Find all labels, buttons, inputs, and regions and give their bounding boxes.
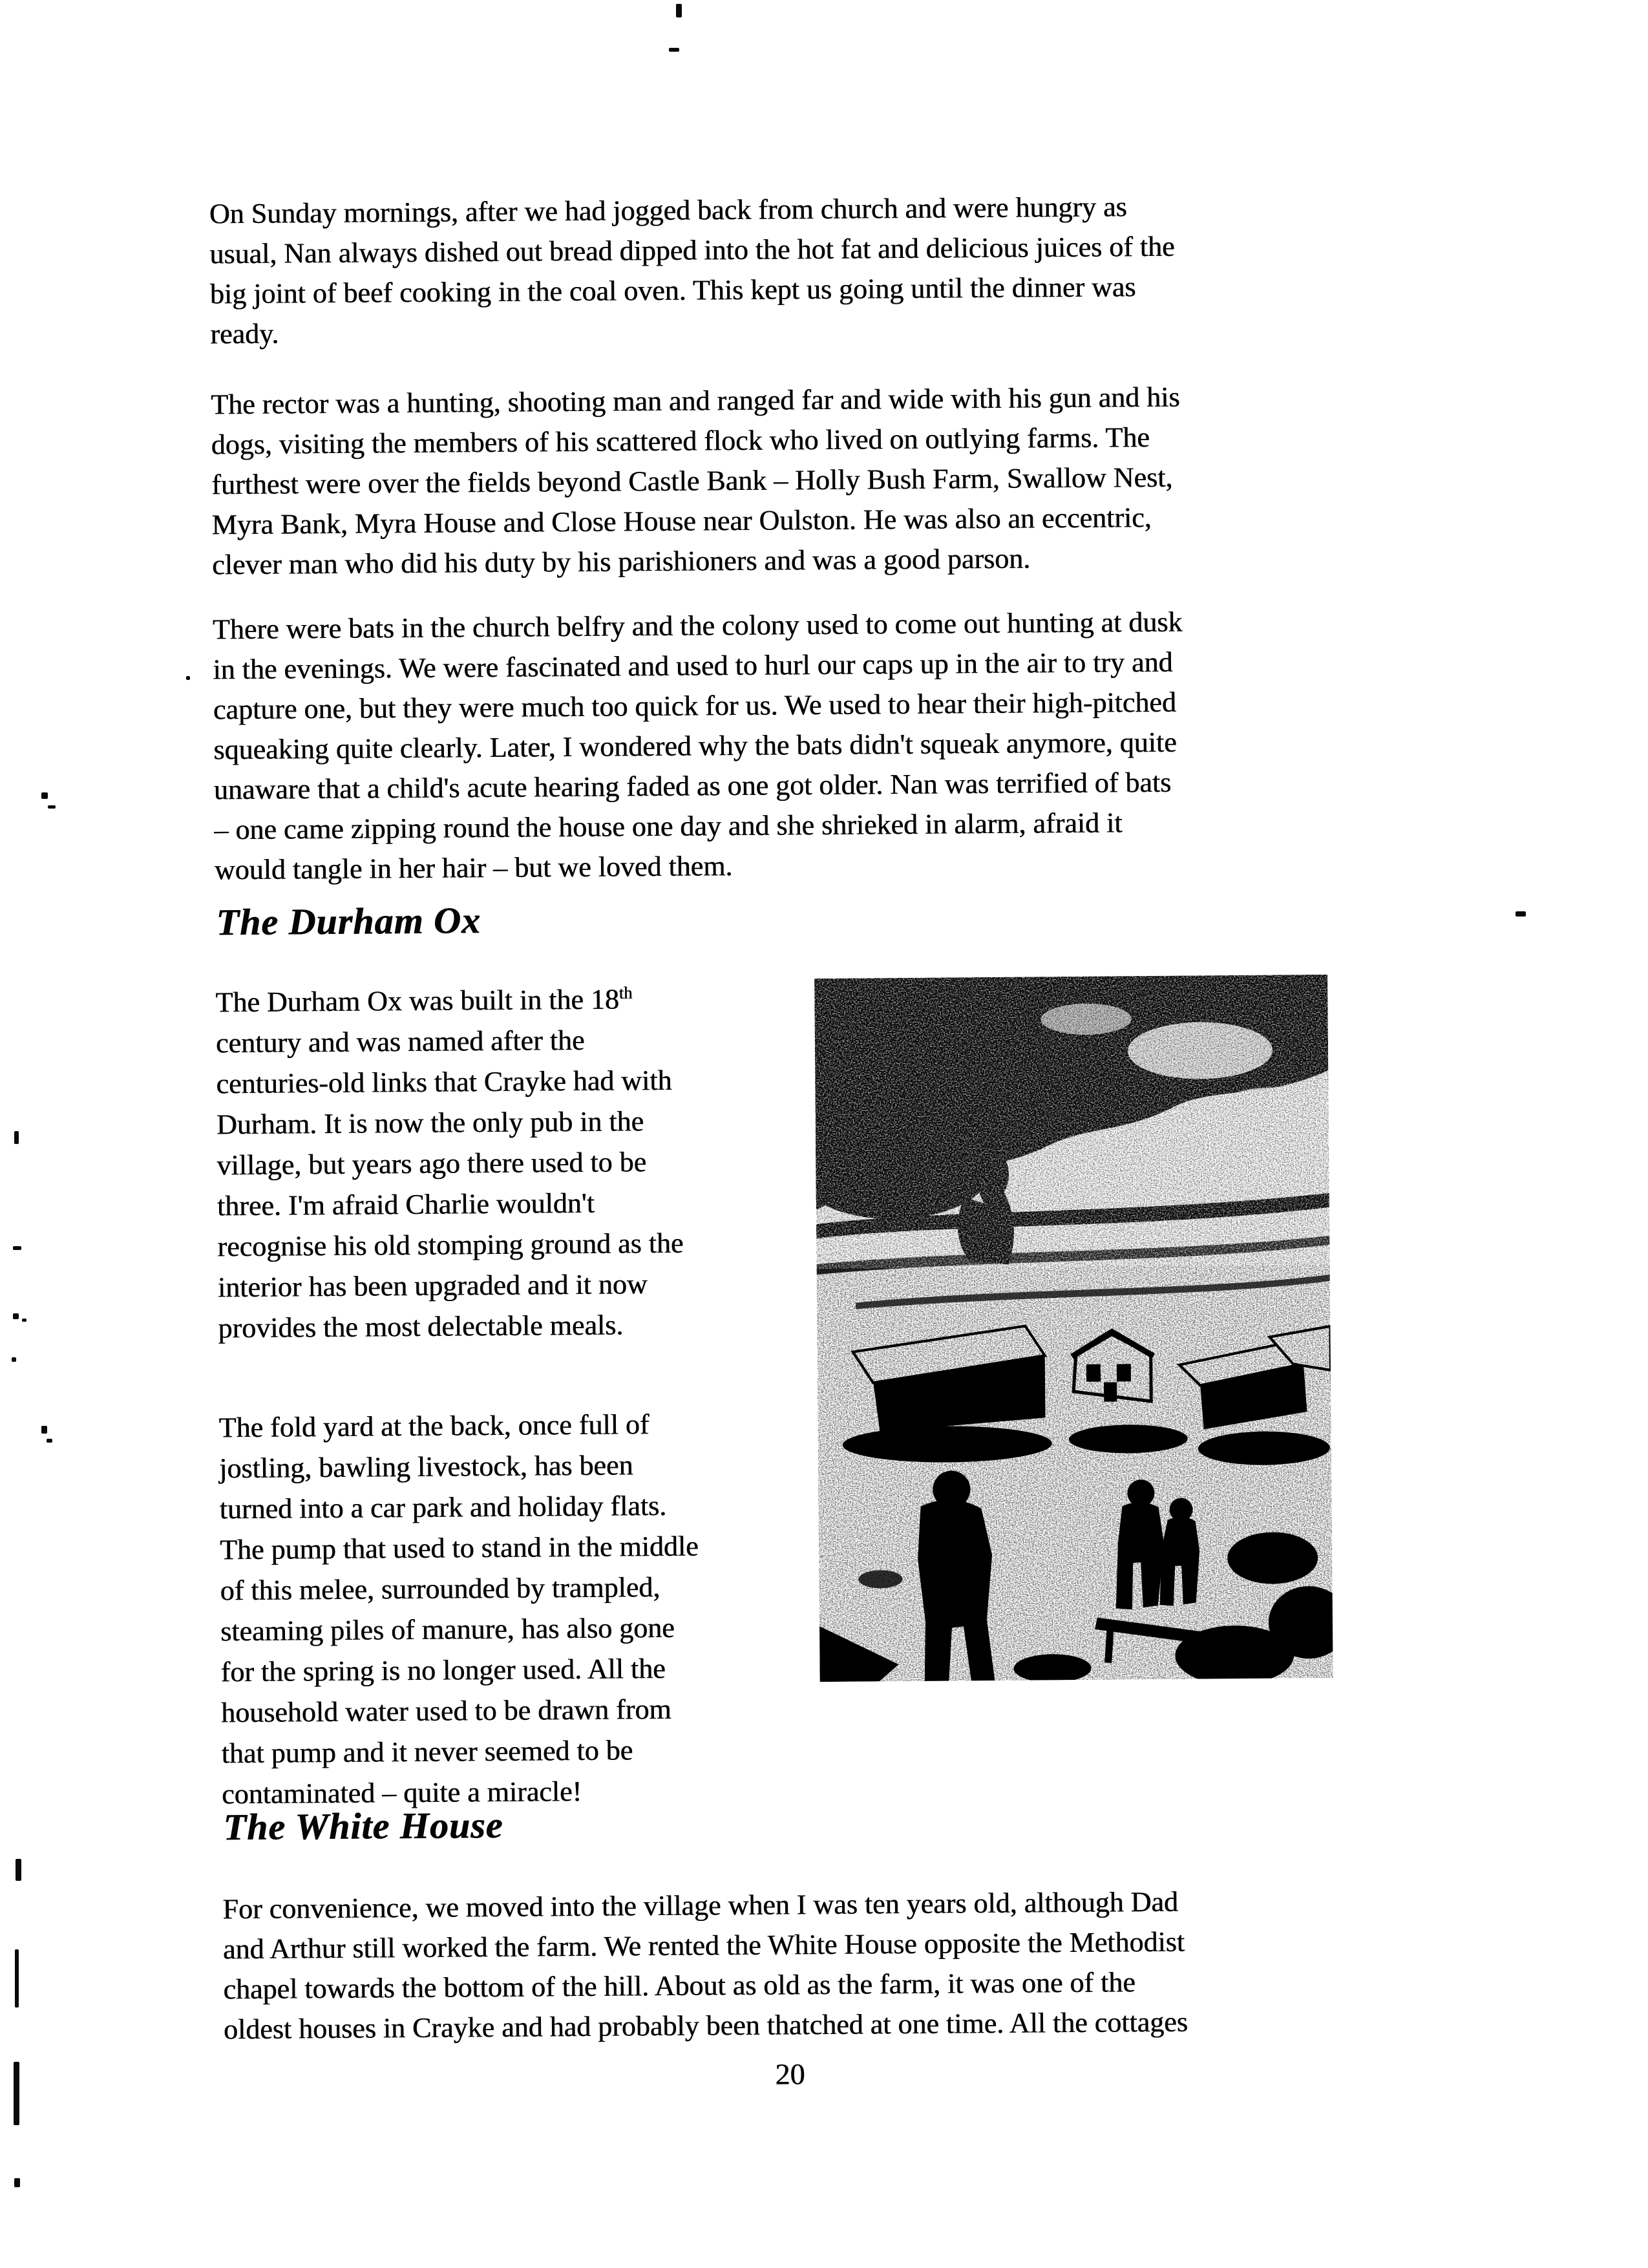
text-line: dogs, visiting the members of his scattered flock who lived on outlying farms. The bbox=[211, 421, 1150, 461]
scan-artifact bbox=[13, 1313, 19, 1319]
paragraph-rector bbox=[211, 377, 1181, 586]
text-line: of this melee, surrounded by trampled, bbox=[220, 1571, 660, 1607]
text-line: centuries-old links that Crayke had with bbox=[216, 1064, 672, 1100]
scan-artifact bbox=[41, 1426, 47, 1434]
scan-artifact bbox=[22, 1319, 26, 1322]
text-line: contaminated – quite a miracle! bbox=[221, 1775, 582, 1810]
text-line: provides the most delectable meals. bbox=[218, 1309, 624, 1344]
paragraph-fold-yard bbox=[218, 1404, 700, 1815]
text-line: would tangle in her hair – but we loved them. bbox=[214, 850, 733, 886]
section-heading-white-house: The White House bbox=[223, 1803, 503, 1849]
scan-artifact bbox=[12, 1357, 16, 1362]
text-line: in the evenings. We were fascinated and used to hurl our caps up in the air to try and bbox=[213, 646, 1173, 686]
paragraph-bats bbox=[213, 602, 1185, 891]
paragraph-durham-ox-history bbox=[215, 979, 684, 1349]
text-line: The rector was a hunting, shooting man and ranged far and wide with his gun and his bbox=[210, 381, 1180, 421]
text-line: oldest houses in Crayke and had probably been thatched at one time. All the cottages bbox=[223, 2006, 1188, 2046]
scan-artifact bbox=[41, 792, 48, 799]
text-line: The Durham Ox was built in the 18th bbox=[215, 982, 633, 1019]
text-line: – one came zipping round the house one day and she shrieked in alarm, afraid it bbox=[214, 807, 1123, 846]
text-line: furthest were over the fields beyond Castle Bank – Holly Bush Farm, Swallow Nest, bbox=[211, 461, 1173, 501]
text-line: big joint of beef cooking in the coal oven. This kept us going until the dinner was bbox=[209, 271, 1136, 310]
text-line: interior has been upgraded and it now bbox=[217, 1268, 648, 1304]
scan-artifact bbox=[14, 1131, 19, 1144]
text-line: that pump and it never seemed to be bbox=[221, 1734, 633, 1770]
text-line: clever man who did his duty by his parishioners and was a good parson. bbox=[211, 542, 1031, 581]
scan-artifact bbox=[48, 805, 56, 809]
text-line: steaming piles of manure, has also gone bbox=[220, 1611, 675, 1648]
paragraph-white-house bbox=[222, 1882, 1188, 2050]
page-number: 20 bbox=[775, 2057, 805, 2091]
section-heading-durham-ox: The Durham Ox bbox=[216, 899, 481, 944]
scan-artifact bbox=[669, 48, 679, 52]
text-line: The fold yard at the back, once full of bbox=[218, 1408, 650, 1444]
scan-artifact bbox=[15, 1949, 19, 2008]
text-line: household water used to be drawn from bbox=[220, 1693, 671, 1729]
photo-snowy-village bbox=[814, 975, 1333, 1682]
scan-artifact bbox=[186, 676, 190, 680]
text-line: jostling, bawling livestock, has been bbox=[218, 1449, 633, 1485]
scan-artifact bbox=[14, 2178, 20, 2187]
paragraph-sunday-mornings bbox=[209, 187, 1176, 355]
ordinal-superscript: th bbox=[618, 982, 633, 1002]
text-line: for the spring is no longer used. All the bbox=[220, 1652, 666, 1688]
text-line: ready. bbox=[210, 317, 279, 350]
text-line: century and was named after the bbox=[215, 1024, 585, 1059]
scan-artifact bbox=[13, 1246, 21, 1250]
text-line: Myra Bank, Myra House and Close House near Oulston. He was also an eccentric, bbox=[211, 501, 1152, 541]
text-line: usual, Nan always dished out bread dipped into the hot fat and delicious juices of the bbox=[209, 230, 1175, 270]
text-line: For convenience, we moved into the village when I was ten years old, although Dad bbox=[222, 1885, 1179, 1925]
text-line: The pump that used to stand in the middle bbox=[219, 1530, 699, 1566]
text-line: Durham. It is now the only pub in the bbox=[216, 1105, 644, 1141]
text-line: recognise his old stomping ground as the bbox=[217, 1227, 684, 1263]
text-line: On Sunday mornings, after we had jogged back from church and were hungry as bbox=[209, 191, 1127, 230]
text-line: and Arthur still worked the farm. We rented the White House opposite the Methodist bbox=[222, 1925, 1185, 1966]
scan-artifact bbox=[1516, 911, 1526, 917]
text-line: capture one, but they were much too quick for us. We used to hear their high-pitched bbox=[213, 686, 1176, 726]
text-line: three. I'm afraid Charlie wouldn't bbox=[217, 1187, 595, 1222]
text-line: unaware that a child's acute hearing faded as one got older. Nan was terrified of bats bbox=[213, 766, 1172, 806]
scan-artifact bbox=[14, 2062, 19, 2125]
text-line: squeaking quite clearly. Later, I wondered why the bats didn't squeak anymore, quite bbox=[213, 726, 1177, 766]
scan-artifact bbox=[16, 1859, 21, 1881]
scan-artifact bbox=[676, 4, 682, 17]
scan-artifact bbox=[47, 1439, 52, 1443]
text-line: chapel towards the bottom of the hill. About as old as the farm, it was one of the bbox=[223, 1966, 1136, 2006]
text-line: turned into a car park and holiday flats. bbox=[219, 1489, 667, 1525]
text-line: There were bats in the church belfry and the colony used to come out hunting at dusk bbox=[212, 606, 1183, 646]
text-line: village, but years ago there used to be bbox=[217, 1146, 647, 1182]
